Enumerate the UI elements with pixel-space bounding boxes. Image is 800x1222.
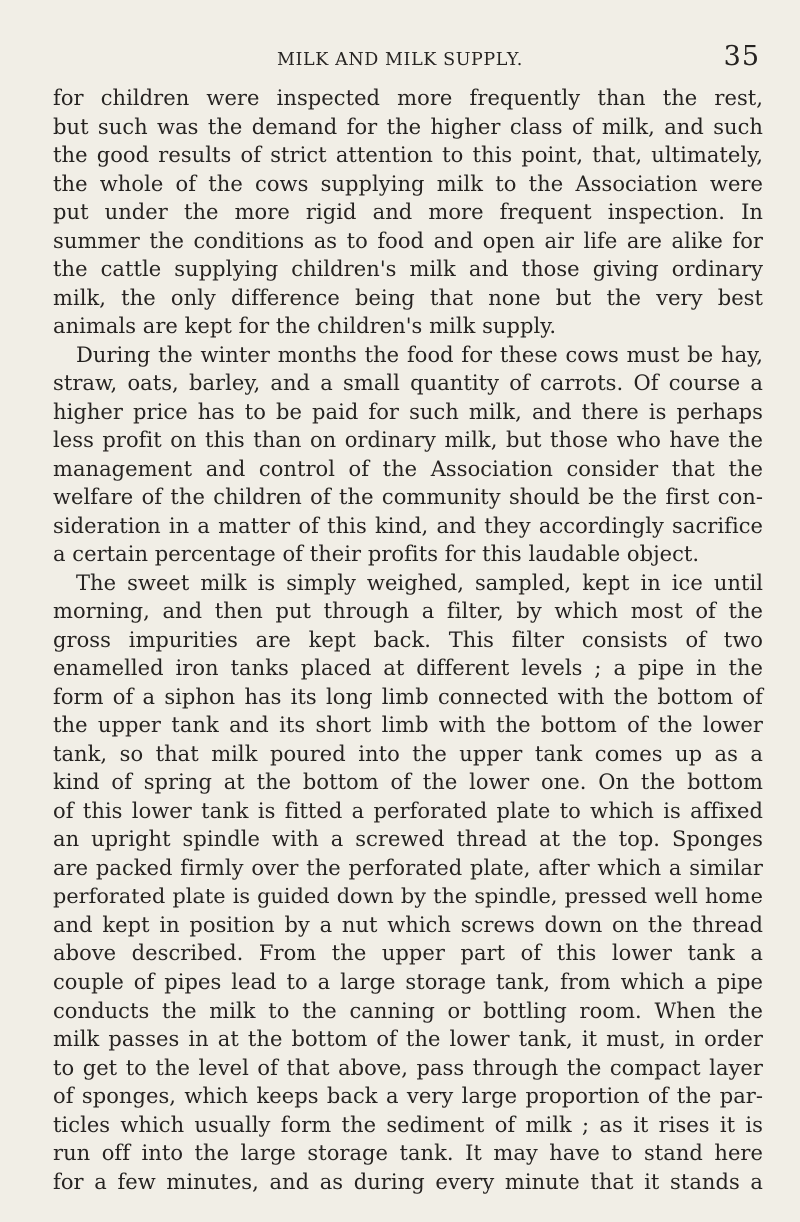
text-line: animals are kept for the children's milk supply. — [53, 314, 557, 339]
text-line: welfare of the children of the community should be the first con- — [53, 485, 763, 510]
text-line: but such was the demand for the higher class of milk, and such — [53, 114, 763, 139]
text-line: higher price has to be paid for such milk, and there is perhaps — [53, 399, 763, 424]
text-line: the cattle supplying children's milk and those giving ordinary — [53, 257, 763, 282]
text-line: couple of pipes lead to a large storage tank, from which a pipe — [53, 969, 763, 994]
text-line: an upright spindle with a screwed thread at the top. Sponges — [53, 827, 763, 852]
body-text — [53, 84, 763, 1196]
text-line: run off into the large storage tank. It may have to stand here — [53, 1141, 763, 1166]
text-line: put under the more rigid and more frequent inspection. In — [53, 200, 763, 225]
text-line: to get to the level of that above, pass through the compact layer — [53, 1055, 763, 1080]
text-line: enamelled iron tanks placed at different levels ; a pipe in the — [53, 656, 763, 681]
text-line: conducts the milk to the canning or bottling room. When the — [53, 998, 763, 1023]
text-line: morning, and then put through a filter, by which most of the — [53, 599, 763, 624]
running-head — [200, 41, 760, 76]
running-head-title: MILK AND MILK SUPPLY. — [277, 50, 523, 70]
text-line: and kept in position by a nut which screws down on the thread — [53, 912, 763, 937]
text-line: form of a siphon has its long limb connected with the bottom of — [53, 684, 763, 709]
text-line: During the winter months the food for these cows must be hay, — [76, 342, 763, 367]
text-line: the good results of strict attention to this point, that, ultimately, — [53, 143, 763, 168]
text-line: above described. From the upper part of this lower tank a — [53, 941, 763, 966]
text-line: management and control of the Association consider that the — [53, 456, 763, 481]
text-line: The sweet milk is simply weighed, sampled, kept in ice until — [76, 570, 763, 595]
text-line: are packed firmly over the perforated plate, after which a similar — [53, 855, 763, 880]
text-line: the whole of the cows supplying milk to the Association were — [53, 171, 763, 196]
text-line: kind of spring at the bottom of the lower one. On the bottom — [53, 770, 763, 795]
text-line: for children were inspected more frequently than the rest, — [53, 86, 763, 110]
text-line: milk, the only difference being that none but the very best — [53, 285, 763, 310]
text-line: tank, so that milk poured into the upper tank comes up as a — [53, 741, 763, 766]
text-line: for a few minutes, and as during every minute that it stands a — [53, 1169, 763, 1194]
text-line: of sponges, which keeps back a very large proportion of the par- — [53, 1084, 763, 1109]
text-line: a certain percentage of their profits for this laudable object. — [53, 542, 700, 567]
text-line: straw, oats, barley, and a small quantity of carrots. Of course a — [53, 371, 763, 396]
page-number: 35 — [723, 41, 760, 72]
text-line: of this lower tank is fitted a perforated plate to which is affixed — [53, 798, 763, 823]
text-line: less profit on this than on ordinary milk, but those who have the — [53, 428, 763, 453]
text-line: ticles which usually form the sediment of milk ; as it rises it is — [53, 1112, 763, 1137]
text-line: milk passes in at the bottom of the lower tank, it must, in order — [53, 1027, 763, 1052]
text-line: summer the conditions as to food and open air life are alike for — [53, 228, 763, 253]
text-line: sideration in a matter of this kind, and they accordingly sacrifice — [53, 513, 763, 538]
text-line: the upper tank and its short limb with the bottom of the lower — [53, 713, 763, 738]
text-line: gross impurities are kept back. This filter consists of two — [53, 627, 763, 652]
text-line: perforated plate is guided down by the spindle, pressed well home — [53, 884, 763, 909]
